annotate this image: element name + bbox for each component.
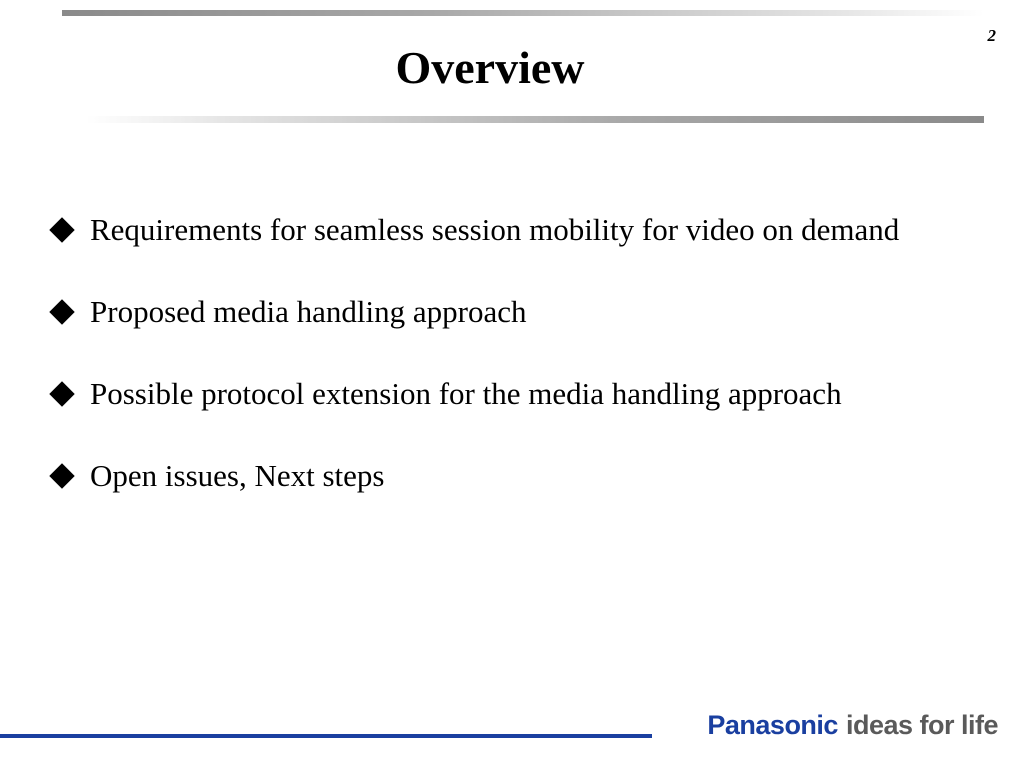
list-item [50, 286, 899, 338]
page-number: 2 [987, 26, 996, 45]
diamond-bullet-icon [49, 217, 74, 242]
footer-rule [0, 734, 652, 738]
bullet-text: Open issues, Next steps [90, 458, 385, 493]
bullet-list [50, 204, 899, 532]
slide-title: Overview [395, 42, 585, 93]
list-item [50, 204, 899, 256]
bullet-text: Possible protocol extension for the media handling approach [90, 376, 842, 411]
bullet-text: Proposed media handling approach [90, 294, 527, 329]
bullet-text: Requirements for seamless session mobility for video on demand [90, 212, 900, 247]
panasonic-logo [707, 710, 998, 741]
diamond-bullet-icon [49, 381, 74, 406]
list-item [50, 368, 899, 420]
logo-tagline: ideas for life [845, 710, 998, 740]
list-item [50, 450, 899, 502]
header-rule-bottom [86, 116, 984, 123]
diamond-bullet-icon [49, 463, 74, 488]
diamond-bullet-icon [49, 299, 74, 324]
logo-brand: Panasonic [707, 710, 838, 740]
header-rule-top [62, 10, 984, 16]
